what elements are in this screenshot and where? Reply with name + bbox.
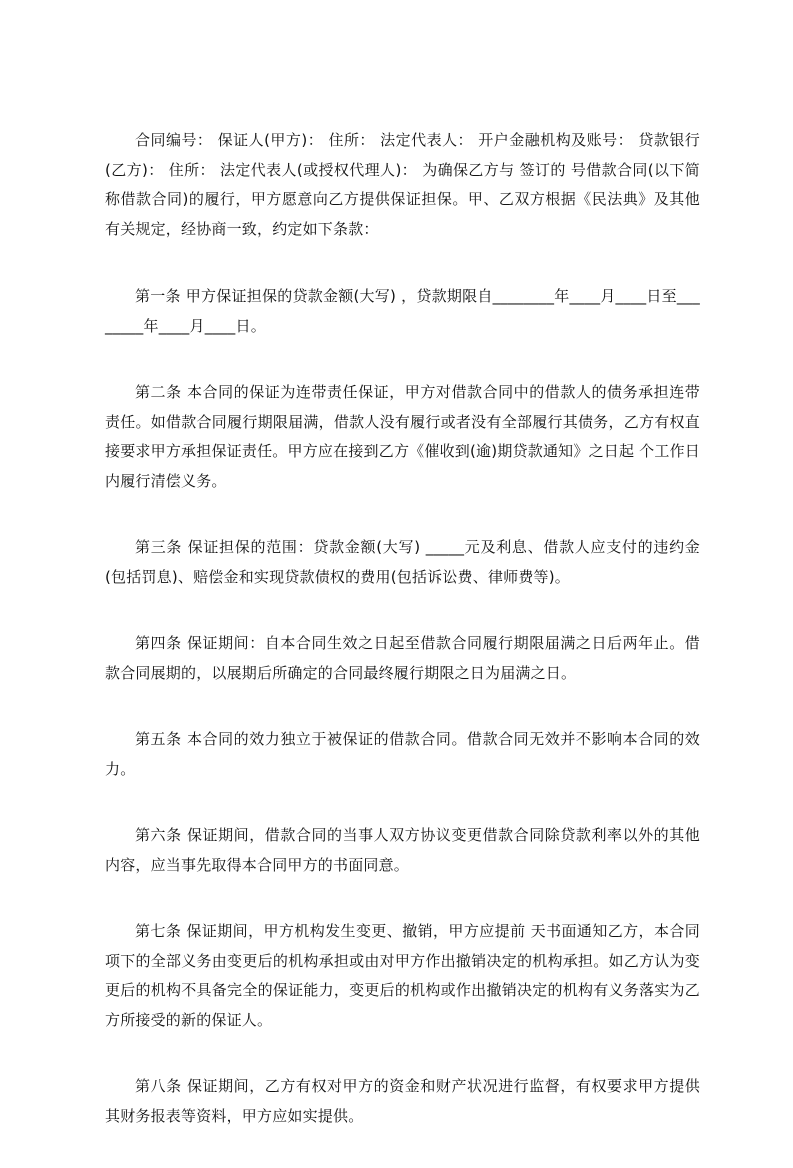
article-8-paragraph: 第八条 保证期间，乙方有权对甲方的资金和财产状况进行监督，有权要求甲方提供其财务报表等资料，甲方应如实提供。 xyxy=(105,1077,700,1125)
article-6-paragraph: 第六条 保证期间，借款合同的当事人双方协议变更借款合同除贷款利率以外的其他内容，应当事先取得本合同甲方的书面同意。 xyxy=(105,826,700,874)
preamble-paragraph: 合同编号： 保证人(甲方)： 住所： 法定代表人： 开户金融机构及账号： 贷款银行(乙方)： 住所： 法定代表人(或授权代理人)： 为确保乙方与 签订的 号借款合同(以下简称借款合同)的履行，甲方愿意向乙方提供保证担保。甲、乙双方根据《民法典》及其他有关规定，经协商一致，约定如下条款： xyxy=(105,131,700,238)
article-7-paragraph: 第七条 保证期间，甲方机构发生变更、撤销，甲方应提前 天书面通知乙方，本合同项下的全部义务由变更后的机构承担或由对甲方作出撤销决定的机构承担。如乙方认为变更后的机构不具备完全的保证能力，变更后的机构或作出撤销决定的机构有义务落实为乙方所接受的新的保证人。 xyxy=(105,922,700,1029)
article-3-paragraph: 第三条 保证担保的范围：贷款金额(大写) _____元及利息、借款人应支付的违约金(包括罚息)、赔偿金和实现贷款债权的费用(包括诉讼费、律师费等)。 xyxy=(105,538,700,586)
article-1-paragraph: 第一条 甲方保证担保的贷款金额(大写) ，贷款期限自________年____月____日至________年____月____日。 xyxy=(105,287,700,335)
article-4-paragraph: 第四条 保证期间：自本合同生效之日起至借款合同履行期限届满之日后两年止。借款合同展期的，以展期后所确定的合同最终履行期限之日为届满之日。 xyxy=(105,634,700,682)
article-2-paragraph: 第二条 本合同的保证为连带责任保证，甲方对借款合同中的借款人的债务承担连带责任。如借款合同履行期限届满，借款人没有履行或者没有全部履行其债务，乙方有权直接要求甲方承担保证责任。甲方应在接到乙方《催收到(逾)期贷款通知》之日起 个工作日内履行清偿义务。 xyxy=(105,383,700,490)
article-5-paragraph: 第五条 本合同的效力独立于被保证的借款合同。借款合同无效并不影响本合同的效力。 xyxy=(105,730,700,778)
document-body xyxy=(105,126,700,1168)
